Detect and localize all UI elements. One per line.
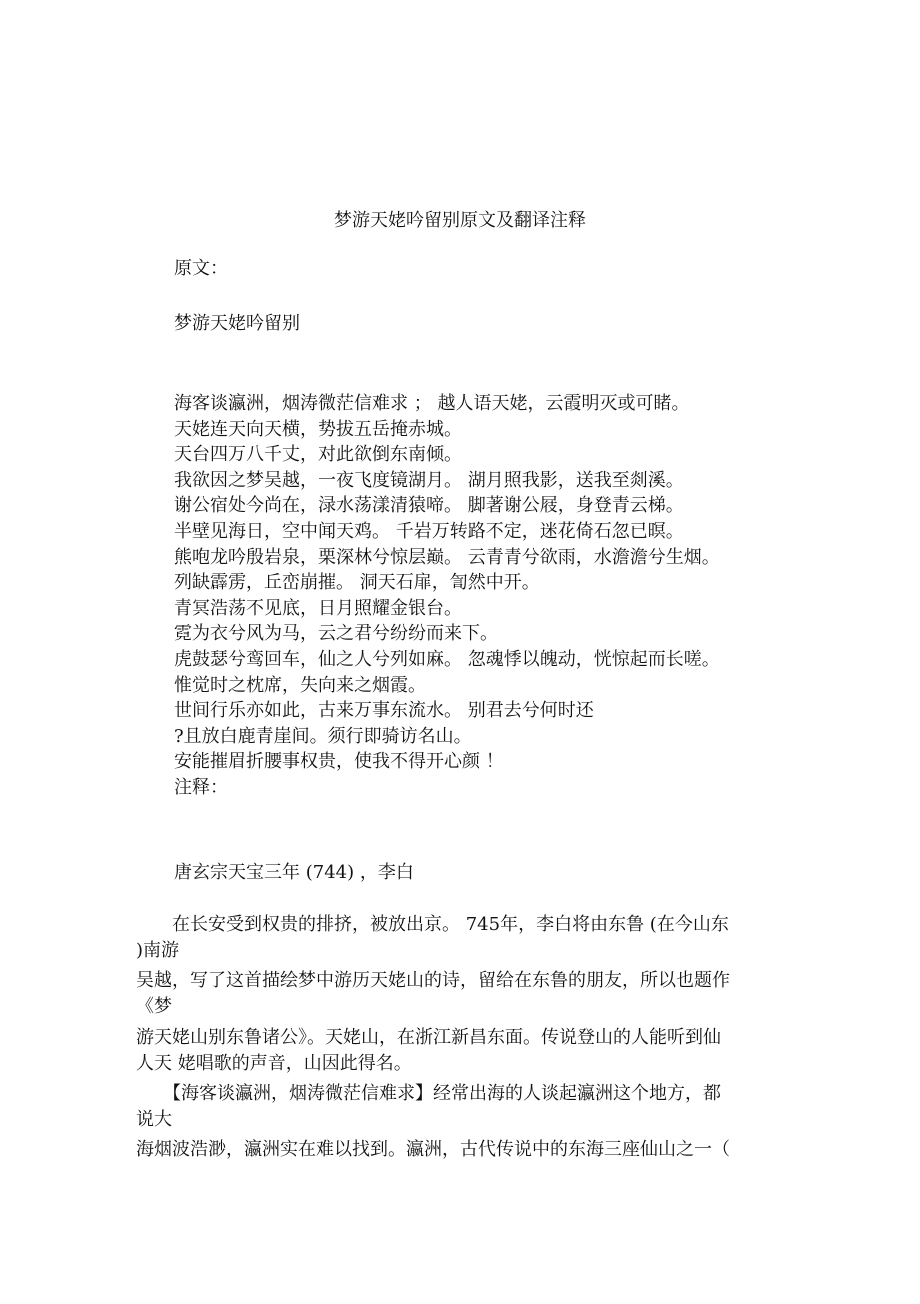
prose-line: 在长安受到权贵的排挤，被放出京。 745年，李白将由东鲁 (在今山东 <box>136 914 729 935</box>
date-author-line: 唐玄宗天宝三年 (744) ，李白 <box>174 862 414 883</box>
prose-line: )南游 <box>136 940 180 961</box>
prose-line: 《梦 <box>136 996 172 1017</box>
notes-label: 注释： <box>174 776 228 798</box>
prose-line: 吴越，写了这首描绘梦中游历天姥山的诗，留给在东鲁的朋友，所以也题作 <box>136 970 730 991</box>
poem-line: 天台四万八千丈，对此欲倒东南倾。 <box>174 444 462 466</box>
poem-line: 熊咆龙吟殷岩泉，栗深林兮惊层巅。 云青青兮欲雨，水澹澹兮生烟。 <box>174 546 720 568</box>
poem-line: 霓为衣兮风为马，云之君兮纷纷而来下。 <box>174 623 498 645</box>
prose-line: 海烟波浩渺，瀛洲实在难以找到。瀛洲，古代传说中的东海三座仙山之一（ <box>136 1139 730 1160</box>
poem-line: ?且放白鹿青崖间。须行即骑访名山。 <box>174 725 472 747</box>
original-label: 原文： <box>174 258 228 279</box>
poem-body <box>174 391 720 801</box>
prose-line: 人天 姥唱歌的声音，山因此得名。 <box>136 1053 412 1074</box>
poem-line: 海客谈瀛洲，烟涛微茫信难求 ； 越人语天姥，云霞明灭或可睹。 <box>174 393 690 414</box>
poem-line: 惟觉时之枕席，失向来之烟霞。 <box>174 674 426 696</box>
poem-line: 我欲因之梦吴越，一夜飞度镜湖月。 湖月照我影，送我至剡溪。 <box>174 469 684 491</box>
poem-line: 世间行乐亦如此，古来万事东流水。 别君去兮何时还 <box>174 700 594 722</box>
poem-line: 半壁见海日，空中闻天鸡。 千岩万转路不定，迷花倚石忽已暝。 <box>174 520 684 542</box>
poem-title: 梦游天姥吟留别 <box>174 313 300 334</box>
document-title: 梦游天姥吟留别原文及翻译注释 <box>334 210 586 231</box>
poem-line: 虎鼓瑟兮鸾回车，仙之人兮列如麻。 忽魂悸以魄动，恍惊起而长嗟。 <box>174 648 720 670</box>
poem-line: 安能摧眉折腰事权贵，使我不得开心颜 ！ <box>174 751 504 773</box>
prose-line: 说大 <box>136 1109 172 1130</box>
prose-line: 游天姥山别东鲁诸公》。天姥山，在浙江新昌东面。传说登山的人能听到仙 <box>136 1027 721 1048</box>
poem-line: 列缺霹雳，丘峦崩摧。 洞天石扉，訇然中开。 <box>174 572 540 594</box>
poem-line: 天姥连天向天横，势拔五岳掩赤城。 <box>174 418 462 440</box>
prose-line: 【海客谈瀛洲，烟涛微茫信难求】经常出海的人谈起瀛洲这个地方，都 <box>136 1083 721 1104</box>
poem-line: 谢公宿处今尚在，渌水荡漾清猿啼。 脚著谢公屐，身登青云梯。 <box>174 495 684 517</box>
poem-line: 青冥浩荡不见底，日月照耀金银台。 <box>174 597 462 619</box>
